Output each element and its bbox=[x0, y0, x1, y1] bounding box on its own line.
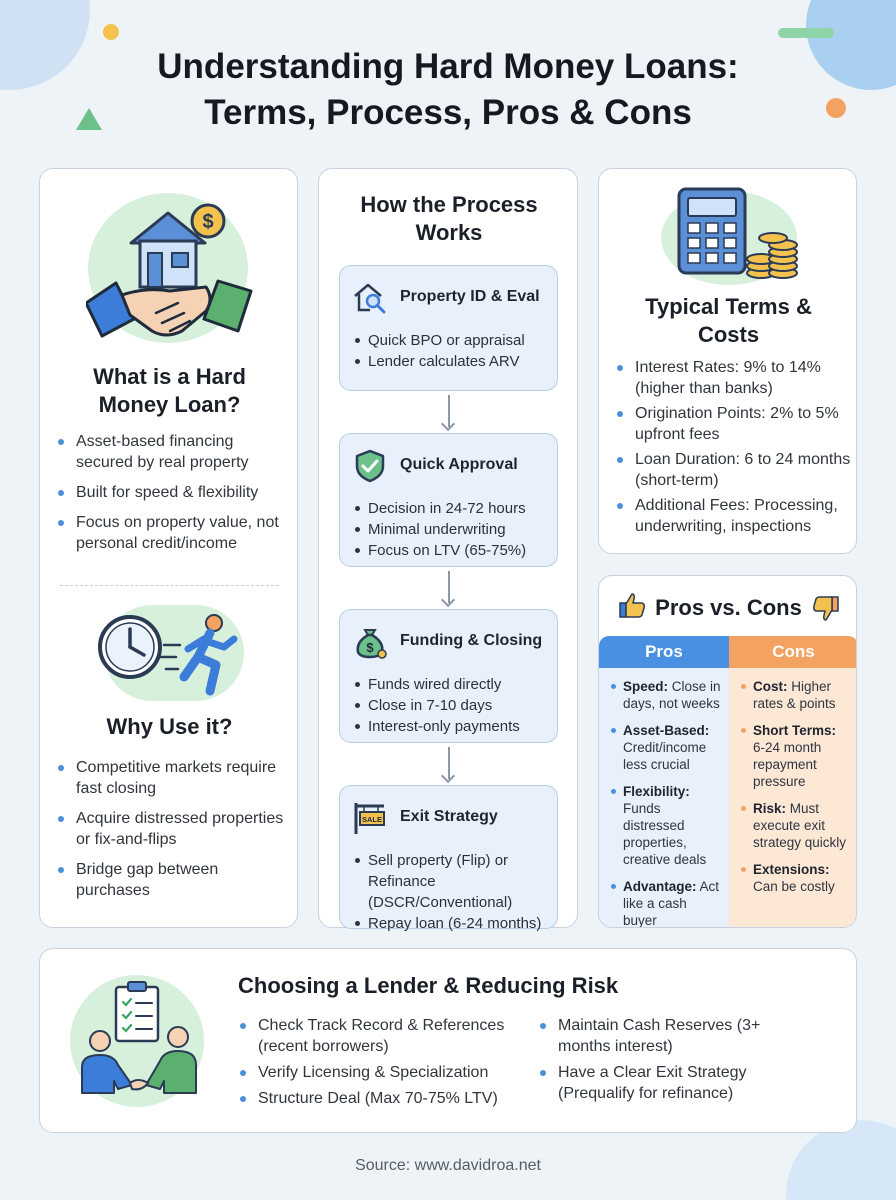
lender-illustration bbox=[70, 975, 210, 1109]
running-person-icon bbox=[158, 615, 234, 691]
step-title: Funding & Closing bbox=[400, 632, 543, 649]
flow-arrow bbox=[448, 571, 450, 603]
cons-column bbox=[729, 668, 857, 927]
process-step-4 bbox=[339, 785, 558, 932]
process-card bbox=[318, 168, 578, 932]
svg-text:$: $ bbox=[202, 211, 214, 233]
list-item: Decision in 24-72 hours bbox=[354, 498, 526, 519]
pros-cons-heading: Pros vs. Cons bbox=[655, 595, 802, 620]
calculator-icon bbox=[679, 189, 745, 273]
list-item: Focus on property value, not personal credit/income bbox=[56, 512, 292, 554]
terms-heading: Typical Terms & Costs bbox=[645, 294, 812, 347]
thumbs-down-icon bbox=[811, 594, 841, 624]
lender-list-right bbox=[538, 1015, 768, 1109]
step-list bbox=[354, 330, 525, 372]
pros-item: Flexibility: Funds distressed properties, creative deals bbox=[609, 783, 723, 868]
lender-heading: Choosing a Lender & Reducing Risk bbox=[238, 973, 619, 998]
source-credit: Source: www.davidroa.net bbox=[355, 1157, 541, 1174]
list-item: Acquire distressed properties or fix-and-flips bbox=[56, 808, 292, 850]
cons-item: Extensions: Can be costly bbox=[739, 861, 851, 895]
clipboard-icon bbox=[116, 982, 158, 1041]
pros-cons-card bbox=[598, 575, 857, 928]
pros-header: Pros bbox=[599, 636, 729, 668]
list-item: Additional Fees: Processing, underwriting, inspections bbox=[615, 495, 851, 537]
svg-text:SALE: SALE bbox=[361, 815, 383, 824]
handshake-illustration bbox=[86, 191, 256, 341]
speed-illustration bbox=[92, 605, 252, 705]
shield-check-icon bbox=[352, 448, 388, 484]
flow-arrow bbox=[448, 747, 450, 779]
list-item: Focus on LTV (65-75%) bbox=[354, 540, 526, 561]
flow-arrow bbox=[448, 395, 450, 427]
what-is-heading: What is a Hard Money Loan? bbox=[93, 364, 246, 417]
list-item: Competitive markets require fast closing bbox=[56, 757, 292, 799]
list-item: Loan Duration: 6 to 24 months (short-term) bbox=[615, 449, 851, 491]
process-step-3 bbox=[339, 609, 558, 743]
step-title: Property ID & Eval bbox=[400, 288, 540, 305]
pros-item: Speed: Close in days, not weeks bbox=[609, 678, 723, 712]
list-item: Sell property (Flip) or Refinance (DSCR/Conventional) bbox=[354, 850, 554, 913]
list-item: Interest-only payments bbox=[354, 716, 520, 737]
terms-list bbox=[615, 357, 851, 541]
search-house-icon bbox=[352, 280, 388, 316]
pros-item: Asset-Based: Credit/income less crucial bbox=[609, 722, 723, 773]
section-divider bbox=[60, 585, 279, 586]
sale-sign-icon bbox=[352, 800, 388, 836]
list-item: Asset-based financing secured by real property bbox=[56, 431, 292, 473]
handshake-icon bbox=[86, 281, 251, 336]
list-item: Close in 7-10 days bbox=[354, 695, 520, 716]
list-item: Verify Licensing & Specialization bbox=[238, 1062, 528, 1083]
page-title bbox=[0, 44, 896, 136]
cons-item: Risk: Must execute exit strategy quickly bbox=[739, 800, 851, 851]
cons-item: Cost: Higher rates & points bbox=[739, 678, 851, 712]
process-step-1 bbox=[339, 265, 558, 391]
cons-header: Cons bbox=[729, 636, 857, 668]
cons-item: Short Terms: 6-24 month repayment pressure bbox=[739, 722, 851, 790]
list-item: Lender calculates ARV bbox=[354, 351, 525, 372]
list-item: Bridge gap between purchases bbox=[56, 859, 292, 901]
what-is-card bbox=[39, 168, 298, 928]
decorative-dot bbox=[103, 24, 119, 40]
step-title: Quick Approval bbox=[400, 456, 518, 473]
house-dollar-icon bbox=[131, 205, 224, 287]
what-is-list bbox=[56, 431, 292, 563]
why-use-heading: Why Use it? bbox=[106, 714, 233, 739]
list-item: Funds wired directly bbox=[354, 674, 520, 695]
clock-icon bbox=[100, 617, 160, 677]
process-step-2 bbox=[339, 433, 558, 567]
list-item: Check Track Record & References (recent borrowers) bbox=[238, 1015, 528, 1057]
pros-column bbox=[599, 668, 729, 927]
list-item: Interest Rates: 9% to 14% (higher than banks) bbox=[615, 357, 851, 399]
money-bag-icon bbox=[352, 624, 388, 660]
list-item: Maintain Cash Reserves (3+ months interest) bbox=[538, 1015, 768, 1057]
list-item: Repay loan (6-24 months) bbox=[354, 913, 554, 934]
terms-card bbox=[598, 168, 857, 554]
process-heading: How the Process Works bbox=[360, 192, 538, 245]
list-item: Origination Points: 2% to 5% upfront fees bbox=[615, 403, 851, 445]
step-title: Exit Strategy bbox=[400, 808, 498, 825]
list-item: Quick BPO or appraisal bbox=[354, 330, 525, 351]
pros-item: Advantage: Act like a cash buyer bbox=[609, 878, 723, 928]
step-list bbox=[354, 674, 520, 737]
step-list bbox=[354, 498, 526, 561]
svg-text:$: $ bbox=[366, 640, 374, 655]
calculator-illustration bbox=[661, 183, 801, 293]
list-item: Have a Clear Exit Strategy (Prequalify for refinance) bbox=[538, 1062, 768, 1104]
title-line-1: Understanding Hard Money Loans: bbox=[157, 47, 739, 86]
lender-list-left bbox=[238, 1015, 528, 1114]
title-line-2: Terms, Process, Pros & Cons bbox=[204, 93, 692, 132]
coins-icon bbox=[747, 233, 797, 278]
step-list bbox=[354, 850, 554, 934]
list-item: Built for speed & flexibility bbox=[56, 482, 292, 503]
lender-card bbox=[39, 948, 857, 1133]
list-item: Structure Deal (Max 70-75% LTV) bbox=[238, 1088, 528, 1109]
decorative-bar bbox=[778, 28, 834, 38]
list-item: Minimal underwriting bbox=[354, 519, 526, 540]
why-use-list bbox=[56, 757, 292, 910]
